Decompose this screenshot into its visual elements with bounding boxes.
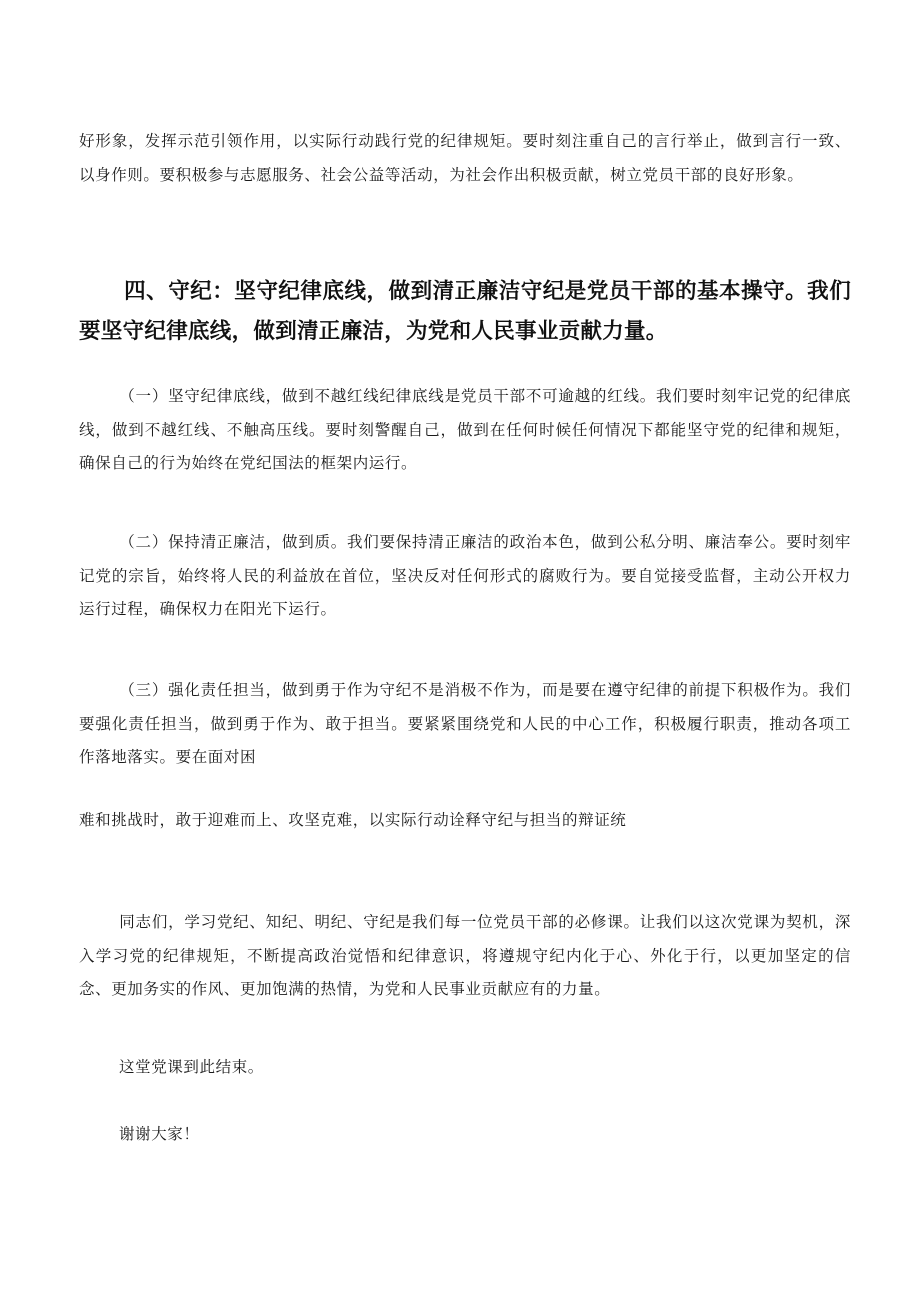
closing-line-1: 这堂党课到此结束。 xyxy=(119,1058,264,1076)
item-3-paragraph: （三）强化责任担当，做到勇于作为守纪不是消极不作为，而是要在遵守纪律的前提下积极作为。我们要强化责任担当，做到勇于作为、敢于担当。要紧紧围绕党和人民的中心工作，积极履行职责，推动各项工作落地落实。要在面对困 xyxy=(79,681,851,766)
section-heading: 四、守纪：坚守纪律底线，做到清正廉洁守纪是党员干部的基本操守。我们要坚守纪律底线，做到清正廉洁，为党和人民事业贡献力量。 xyxy=(79,279,851,344)
closing-line-2: 谢谢大家！ xyxy=(119,1125,200,1143)
closing-paragraph: 同志们，学习党纪、知纪、明纪、守纪是我们每一位党员干部的必修课。让我们以这次党课为契机，深入学习党的纪律规矩，不断提高政治觉悟和纪律意识，将遵规守纪内化于心、外化于行，以更加坚定的信念、更加务实的作风、更加饱满的热情，为党和人民事业贡献应有的力量。 xyxy=(79,913,851,998)
item-3-continued-line: 难和挑战时，敢于迎难而上、攻坚克难，以实际行动诠释守纪与担当的辩证统 xyxy=(79,811,627,829)
item-2-paragraph: （二）保持清正廉洁，做到质。我们要保持清正廉洁的政治本色，做到公私分明、廉洁奉公。要时刻牢记党的宗旨，始终将人民的利益放在首位，坚决反对任何形式的腐败行为。要自觉接受监督，主动公开权力运行过程，确保权力在阳光下运行。 xyxy=(79,533,851,618)
item-1-paragraph: （一）坚守纪律底线，做到不越红线纪律底线是党员干部不可逾越的红线。我们要时刻牢记党的纪律底线，做到不越红线、不触高压线。要时刻警醒自己，做到在任何时候任何情况下都能坚守党的纪律和规矩，确保自己的行为始终在党纪国法的框架内运行。 xyxy=(79,387,851,472)
intro-paragraph: 好形象，发挥示范引领作用，以实际行动践行党的纪律规矩。要时刻注重自己的言行举止，做到言行一致、以身作则。要积极参与志愿服务、社会公益等活动，为社会作出积极贡献，树立党员干部的良好形象。 xyxy=(79,132,851,184)
